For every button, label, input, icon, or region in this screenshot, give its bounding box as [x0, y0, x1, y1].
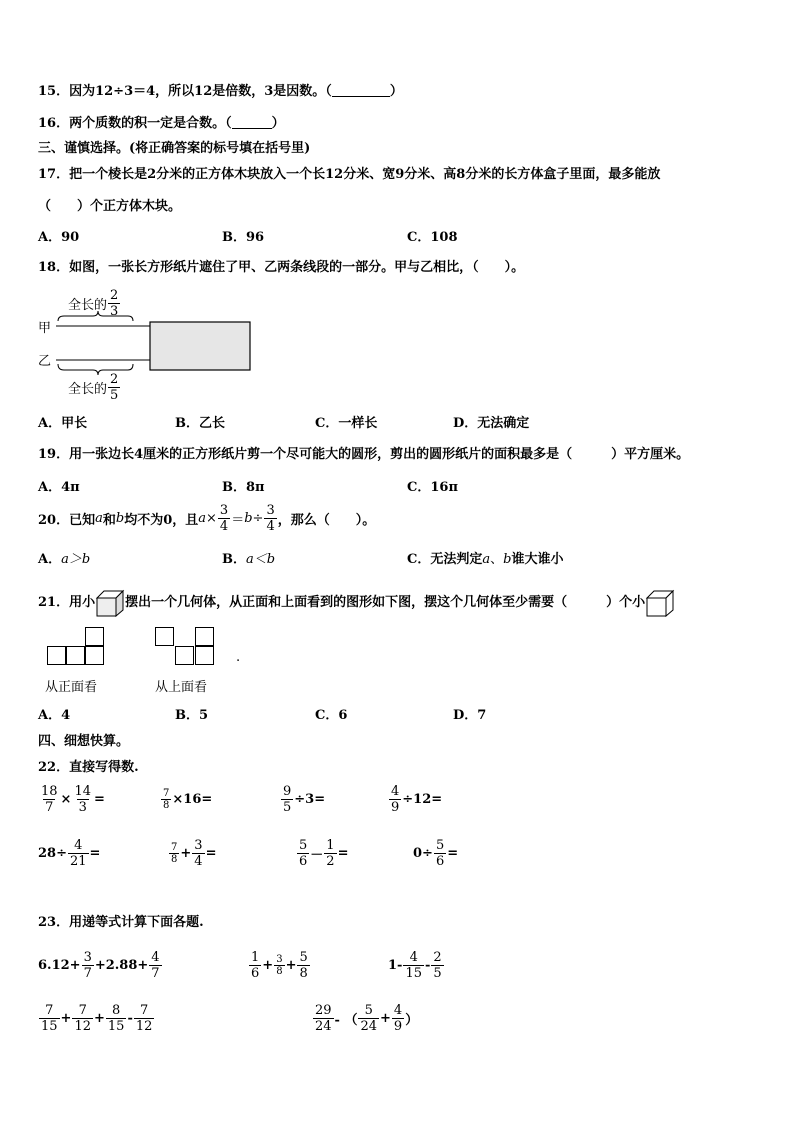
q18-option-b[interactable]: B．乙长: [175, 416, 225, 431]
small-cube-icon: [645, 589, 675, 617]
q22-item-3: [280, 784, 325, 815]
option-expr: a＞b: [61, 552, 91, 567]
q22-item-2: [160, 788, 212, 811]
operator-text: ×16=: [172, 792, 213, 807]
operator-text: +: [380, 1011, 391, 1026]
top-brace: [58, 311, 133, 321]
numerator: 5: [364, 1003, 373, 1018]
square: [175, 646, 194, 665]
q20-prefix: 20．已知: [38, 513, 96, 528]
fraction: [149, 950, 161, 981]
option-expr: a＜b: [246, 552, 276, 567]
question-17-line2: （ ）个正方体木块。: [38, 199, 182, 214]
numerator: 7: [45, 1003, 54, 1018]
fraction: [324, 838, 336, 869]
fraction-2-3: $\frac{2}{3}$: [110, 288, 119, 319]
fraction: [192, 838, 204, 869]
q19-option-c[interactable]: C．16π: [407, 480, 458, 495]
q19-option-b[interactable]: B．8π: [222, 480, 265, 495]
question-22-title: 22．直接写得数.: [38, 760, 139, 775]
operator-text: ÷3=: [294, 792, 326, 807]
bottom-segment-label: [68, 372, 121, 403]
fraction: [72, 1003, 93, 1034]
question-20: [38, 503, 375, 534]
numerator: 4: [393, 1003, 403, 1018]
front-view-caption: 从正面看: [45, 680, 98, 695]
separator: 、: [490, 552, 504, 567]
var-a: a: [95, 511, 103, 526]
operator-text: －: [310, 848, 324, 863]
numerator: 4: [409, 950, 418, 965]
q20-option-a[interactable]: [38, 552, 90, 568]
var-b: b: [503, 552, 512, 567]
denominator: 6: [251, 966, 260, 981]
question-17-line1: 17．把一个棱长是2分米的正方体木块放入一个长12分米、宽9分米、高8分米的长方体盒子里面，最多能放: [38, 167, 661, 182]
small-cube-icon: [95, 589, 125, 617]
fraction-3-4: $\frac{3}{4}$: [266, 503, 275, 534]
numerator: 3: [276, 954, 283, 965]
numerator: 29: [315, 1003, 332, 1018]
fraction: [161, 788, 171, 811]
q20-option-b[interactable]: [222, 552, 275, 568]
numerator: 1: [251, 950, 260, 965]
q21-prefix: 21．用小: [38, 595, 96, 610]
numerator: 7: [163, 788, 170, 799]
question-18: 18．如图，一张长方形纸片遮住了甲、乙两条线段的一部分。甲与乙相比，（ ）。: [38, 260, 525, 275]
operator-text: 1-: [388, 958, 403, 973]
denominator: 8: [276, 966, 283, 977]
fraction: [39, 784, 60, 815]
numerator: 4: [74, 838, 83, 853]
denominator: 8: [163, 800, 170, 811]
fraction: [297, 838, 309, 869]
numerator: 4: [151, 950, 160, 965]
fraction: [249, 950, 261, 981]
operator-text: +: [94, 1011, 105, 1026]
fraction: [403, 950, 424, 981]
operator-text: =: [447, 846, 459, 861]
numerator: 5: [435, 838, 445, 853]
q20-suffix: ，那么（ ）。: [277, 513, 376, 528]
q17-option-a[interactable]: A．90: [38, 230, 80, 245]
label-prefix: 全长的: [68, 382, 108, 397]
square: [195, 627, 214, 646]
denominator: 6: [299, 854, 308, 869]
q21-option-c[interactable]: C．6: [315, 708, 348, 723]
denominator: 15: [405, 966, 422, 981]
q23-item-5: [312, 1003, 418, 1034]
denominator: 12: [135, 1019, 153, 1034]
answer-blank[interactable]: [232, 115, 272, 129]
denominator: 6: [435, 854, 445, 869]
fraction: [169, 842, 179, 865]
denominator: 7: [151, 966, 160, 981]
close-paren: ）: [271, 116, 285, 131]
numerator: 14: [74, 784, 91, 799]
operator-text: =: [205, 846, 217, 861]
fraction-2-5: $\frac{2}{5}$: [110, 372, 119, 403]
operator-text: +: [180, 846, 192, 861]
top-view-caption: 从上面看: [155, 680, 208, 695]
period: .: [236, 650, 241, 665]
denominator: 7: [45, 800, 54, 815]
numerator: 18: [41, 784, 58, 799]
section-3-heading: 三、谨慎选择。(将正确答案的标号填在括号里): [38, 141, 311, 156]
denominator: 9: [393, 1019, 403, 1034]
var-a: a: [482, 552, 491, 567]
option-letter: B．: [222, 552, 246, 567]
var-b: b: [244, 511, 253, 526]
numerator: 8: [112, 1003, 121, 1018]
fraction: [281, 784, 293, 815]
square: [85, 646, 104, 665]
denominator: 4: [194, 854, 203, 869]
operator-text: -: [425, 958, 431, 973]
operator-text: 0÷: [413, 846, 433, 861]
var-b: b: [115, 511, 125, 526]
operator-text: =: [89, 846, 101, 861]
operator-text: 6.12+: [38, 958, 81, 973]
q18-option-d[interactable]: D．无法确定: [453, 416, 530, 431]
fraction: [274, 954, 284, 977]
operator-text: +: [60, 1011, 72, 1026]
operator-text: ）: [405, 1013, 419, 1028]
numerator: 5: [299, 950, 308, 965]
question-23-title: 23．用递等式计算下面各题.: [38, 915, 204, 930]
answer-blank[interactable]: [332, 83, 390, 97]
q23-item-3: [388, 950, 445, 981]
square: [155, 627, 174, 646]
square: [66, 646, 85, 665]
q23-item-4: [38, 1003, 155, 1034]
operator-text: +: [285, 958, 297, 973]
fraction: [134, 1003, 155, 1034]
var-a: a: [198, 511, 207, 526]
denominator: 15: [41, 1019, 58, 1034]
option-tail: 谁大谁小: [511, 552, 564, 567]
q20-and: 和: [102, 513, 116, 528]
q18-option-c[interactable]: C．一样长: [315, 416, 378, 431]
operator-text: +2.88+: [94, 958, 149, 973]
fraction: [72, 784, 93, 815]
denominator: 8: [171, 854, 178, 865]
q22-item-1: [38, 784, 105, 815]
q23-item-1: [38, 950, 163, 981]
numerator: 9: [283, 784, 292, 799]
operator-text: +: [262, 958, 274, 973]
paper-rectangle: [150, 322, 250, 370]
numerator: 3: [83, 950, 92, 965]
fraction: [82, 950, 94, 981]
numerator: 3: [194, 838, 203, 853]
fraction: [68, 838, 89, 869]
equals-sign: ＝: [231, 513, 245, 528]
q18-figure: [38, 288, 258, 403]
q17-option-b[interactable]: B．96: [222, 230, 265, 245]
denominator: 2: [326, 854, 335, 869]
denominator: 15: [107, 1019, 125, 1034]
denominator: 7: [83, 966, 92, 981]
option-text: C．无法判定: [407, 552, 483, 567]
jia-label: 甲: [38, 321, 52, 336]
operator-text: -: [127, 1011, 133, 1026]
denominator: 5: [433, 966, 442, 981]
question-21: [38, 589, 675, 617]
q20-condition: 均不为0，且: [124, 513, 199, 528]
denominator: 24: [360, 1019, 378, 1034]
fraction: [389, 784, 401, 815]
q23-item-2: [248, 950, 311, 981]
question-19: 19．用一张边长4厘米的正方形纸片剪一个尽可能大的圆形，剪出的圆形纸片的面积最多是（ ）平方厘米。: [38, 447, 690, 462]
fraction: [106, 1003, 127, 1034]
q20-option-c[interactable]: [407, 552, 563, 568]
numerator: 1: [326, 838, 335, 853]
numerator: 7: [171, 842, 178, 853]
operator-text: ÷12=: [402, 792, 443, 807]
numerator: 2: [433, 950, 442, 965]
operator-text: =: [337, 846, 349, 861]
q21-text: 摆出一个几何体，从正面和上面看到的图形如下图，摆这个几何体至少需要（ ）个小: [125, 595, 646, 610]
close-paren: ）: [389, 84, 403, 99]
fraction-3-4: $\frac{3}{4}$: [219, 503, 229, 534]
numerator: 7: [139, 1003, 149, 1018]
section-4-heading: 四、细想快算。: [38, 734, 130, 749]
question-16: [38, 115, 285, 132]
q22-item-6: [168, 838, 216, 869]
numerator: 4: [391, 784, 400, 799]
question-15-text: 15．因为12÷3＝4，所以12是倍数，3是因数。（: [38, 84, 332, 99]
times-sign: ×: [206, 511, 217, 526]
operator-text: ×: [60, 792, 72, 807]
q18-option-a[interactable]: A．甲长: [38, 416, 88, 431]
q22-item-8: [413, 838, 458, 869]
divide-sign: ÷: [252, 511, 264, 526]
q22-item-5: [38, 838, 100, 869]
numerator: 5: [299, 838, 308, 853]
denominator: 24: [315, 1019, 332, 1034]
q17-option-c[interactable]: C．108: [407, 230, 458, 245]
denominator: 9: [391, 800, 400, 815]
q22-item-7: [296, 838, 348, 869]
fraction: [392, 1003, 404, 1034]
operator-text: =: [94, 792, 105, 807]
denominator: 8: [299, 966, 308, 981]
denominator: 21: [69, 854, 87, 869]
q21-option-d[interactable]: D．7: [453, 708, 487, 723]
fraction: [358, 1003, 379, 1034]
option-letter: A．: [38, 552, 62, 567]
q21-option-b[interactable]: B．5: [175, 708, 209, 723]
fraction: [39, 1003, 60, 1034]
denominator: 5: [283, 800, 292, 815]
numerator: 7: [78, 1003, 87, 1018]
fraction: [313, 1003, 334, 1034]
fraction: [431, 950, 443, 981]
q22-item-4: [388, 784, 442, 815]
square: [85, 627, 104, 646]
question-16-text: 16．两个质数的积一定是合数。（: [38, 116, 232, 131]
fraction: [297, 950, 309, 981]
denominator: 12: [74, 1019, 91, 1034]
operator-text: - （: [334, 1013, 358, 1028]
label-prefix: 全长的: [68, 298, 108, 313]
q19-option-a[interactable]: A．4π: [38, 480, 80, 495]
yi-label: 乙: [38, 354, 52, 369]
denominator: 3: [78, 800, 87, 815]
question-15: [38, 83, 403, 100]
square: [195, 646, 214, 665]
q21-option-a[interactable]: A．4: [38, 708, 71, 723]
operator-text: 28÷: [38, 846, 67, 861]
fraction: [434, 838, 446, 869]
square: [47, 646, 66, 665]
